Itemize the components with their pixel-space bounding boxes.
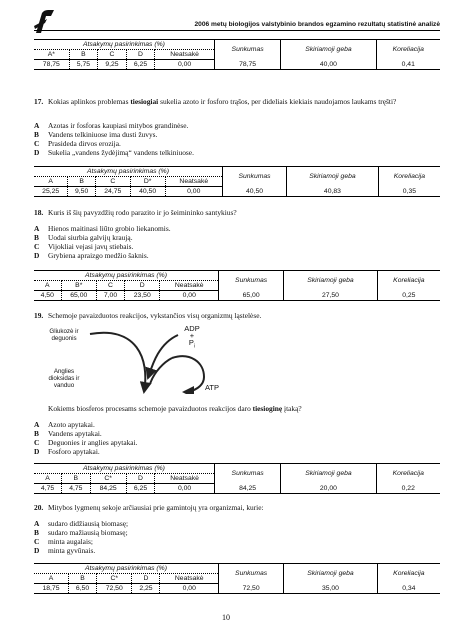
table-cell: 23,50 — [125, 291, 160, 301]
table-cell: 40,50 — [223, 187, 287, 197]
table-cell: 4,75 — [34, 484, 62, 494]
option-a: A sudaro didžiausią biomasę; — [34, 519, 129, 528]
question-number: 19. — [34, 311, 44, 320]
question-18 — [34, 208, 440, 217]
col-letter: A — [34, 574, 68, 584]
table-cell: 78,75 — [214, 60, 280, 70]
table-cell: 9,50 — [68, 187, 96, 197]
col-letter: C — [98, 50, 127, 60]
option-d: D Fosforo apytakai. — [34, 447, 100, 456]
table-cell: 35,00 — [284, 584, 377, 594]
col-letter: A — [34, 281, 61, 291]
table-cell: 0,00 — [160, 291, 219, 301]
table-cell: 40,00 — [281, 60, 376, 70]
question-17 — [34, 97, 440, 106]
logo-icon — [33, 9, 55, 35]
col-letter: C — [97, 281, 125, 291]
col-neatsake: Neatsakė — [155, 50, 215, 60]
table-cell: 24,75 — [95, 187, 130, 197]
col-sunkumas: Sunkumas — [214, 464, 280, 484]
table-cell: 7,00 — [97, 291, 125, 301]
table-cell: 9,25 — [98, 60, 127, 70]
col-sunkumas: Sunkumas — [219, 271, 284, 291]
question-number: 20. — [34, 503, 44, 512]
label-plus: + — [189, 331, 195, 340]
table-caption: Atsakymų pasirinkimas (%) — [34, 564, 219, 574]
label-atp: ATP — [204, 383, 220, 392]
col-sunkumas: Sunkumas — [219, 564, 284, 584]
table-cell: 6,25 — [126, 484, 155, 494]
table-cell: 84,25 — [90, 484, 126, 494]
stats-table-q16 — [34, 39, 440, 70]
label-pi: $P_i$ — [188, 338, 196, 350]
question-text: Kokias aplinkos problemas — [48, 97, 131, 106]
question-text: įtaką? — [282, 404, 302, 413]
col-letter: B — [68, 177, 96, 187]
option-a: A Azotas ir fosforas kaupiasi mitybos grandinėse. — [34, 121, 189, 130]
option-d: D Grybiena apraizgo medžio šaknis. — [34, 251, 149, 260]
col-letter: B* — [61, 281, 96, 291]
option-a: A Azoto apytakai. — [34, 420, 95, 429]
stats-table-q17 — [34, 166, 440, 197]
col-neatsake: Neatsakė — [165, 177, 222, 187]
table-cell: 20,00 — [281, 484, 376, 494]
option-b: B sudaro mažiausią biomasę; — [34, 528, 128, 537]
col-sunkumas: Sunkumas — [214, 40, 280, 60]
option-c: C Prasideda dirvos erozija. — [34, 139, 121, 148]
table-cell: 84,25 — [214, 484, 280, 494]
header-rule — [34, 30, 440, 31]
table-cell: 0,00 — [165, 187, 222, 197]
question-number: 17. — [34, 97, 44, 106]
table-cell: 0,22 — [376, 484, 440, 494]
table-caption: Atsakymų pasirinkimas (%) — [34, 464, 214, 474]
col-letter: D — [126, 50, 155, 60]
col-skiriamoji: Skiriamoji geba — [287, 167, 379, 187]
question-text: Kokiems biosferos procesams schemoje pavaizduotos reakcijos daro — [48, 404, 253, 413]
col-letter: D — [126, 474, 155, 484]
table-cell: 0,00 — [155, 60, 215, 70]
table-cell: 0,35 — [378, 187, 440, 197]
question-text: sukelia azoto ir fosforo trąšos, per dideliais kiekiais naudojamos laukams tręšti? — [158, 97, 397, 106]
table-cell: 72,50 — [219, 584, 284, 594]
stats-table-q18 — [34, 270, 440, 301]
header-title: 2006 metų biologijos valstybinio brandos egzamino rezultatų statistinė analizė — [194, 21, 440, 28]
page-number: 10 — [222, 613, 230, 622]
col-letter: B — [68, 574, 96, 584]
question-number: 18. — [34, 208, 44, 217]
table-cell: 4,75 — [62, 484, 91, 494]
table-caption: Atsakymų pasirinkimas (%) — [34, 271, 219, 281]
stats-table-q19 — [34, 463, 440, 494]
col-letter: C — [95, 177, 130, 187]
table-cell: 18,75 — [34, 584, 68, 594]
table-cell: 65,00 — [219, 291, 284, 301]
option-c: C minta augalais; — [34, 537, 93, 546]
table-cell: 5,75 — [69, 60, 98, 70]
table-caption: Atsakymų pasirinkimas (%) — [34, 167, 223, 177]
option-d: D Sukelia „vandens žydėjimą“ vandens telkiniuose. — [34, 148, 194, 157]
col-koreliacija: Koreliacija — [378, 167, 440, 187]
col-sunkumas: Sunkumas — [223, 167, 287, 187]
col-skiriamoji: Skiriamoji geba — [281, 464, 376, 484]
label-co2: Anglies dioksidas ir vanduo — [48, 368, 80, 389]
question-text: Kuris iš šių pavyzdžių rodo parazito ir jo šeimininko santykius? — [48, 208, 237, 217]
table-cell: 27,50 — [284, 291, 377, 301]
option-b: B Vandens apytakai. — [34, 429, 102, 438]
col-koreliacija: Koreliacija — [376, 464, 440, 484]
question-emphasis: tiesioginę — [252, 404, 283, 413]
col-letter: B — [62, 474, 91, 484]
table-cell: 40,50 — [130, 187, 165, 197]
option-d: D minta gyvūnais. — [34, 546, 96, 555]
col-koreliacija: Koreliacija — [377, 564, 440, 584]
question-20 — [34, 503, 440, 512]
col-letter: A — [34, 177, 68, 187]
reaction-diagram — [44, 322, 244, 394]
question-emphasis: tiesiogiai — [130, 97, 159, 106]
table-cell: 0,34 — [377, 584, 440, 594]
col-letter: D — [125, 281, 160, 291]
option-c: C Vijokliai vejasi javų stiebais. — [34, 242, 134, 251]
col-skiriamoji: Skiriamoji geba — [284, 271, 377, 291]
option-a: A Hienos maitinasi liūto grobio liekanomis. — [34, 224, 171, 233]
table-cell: 4,50 — [34, 291, 61, 301]
col-skiriamoji: Skiriamoji geba — [281, 40, 376, 60]
option-b: B Vandens telkiniuose ima dusti žuvys. — [34, 130, 158, 139]
col-letter: C* — [97, 574, 132, 584]
table-cell: 72,50 — [97, 584, 132, 594]
table-cell: 78,75 — [34, 60, 69, 70]
col-skiriamoji: Skiriamoji geba — [284, 564, 377, 584]
label-glucose: Gliukozė ir deguonis — [49, 328, 79, 342]
col-letter: C* — [90, 474, 126, 484]
table-cell: 6,50 — [68, 584, 96, 594]
col-koreliacija: Koreliacija — [376, 40, 440, 60]
table-cell: 0,41 — [376, 60, 440, 70]
question-19-followup — [34, 404, 440, 413]
col-neatsake: Neatsakė — [160, 574, 219, 584]
question-text: Schemoje pavaizduotos reakcijos, vykstančios visų organizmų ląstelėse. — [48, 311, 262, 320]
table-cell: 25,25 — [34, 187, 68, 197]
col-neatsake: Neatsakė — [155, 474, 215, 484]
table-caption: Atsakymų pasirinkimas (%) — [34, 40, 214, 50]
table-cell: 2,25 — [132, 584, 160, 594]
question-text: Mitybos lygmenų sekoje arčiausiai prie gamintojų yra organizmai, kurie: — [48, 503, 264, 512]
table-cell: 0,00 — [155, 484, 215, 494]
stats-table-q20 — [34, 563, 440, 594]
table-cell: 0,25 — [377, 291, 440, 301]
option-c: C Deguonies ir anglies apytakai. — [34, 438, 138, 447]
col-letter: D* — [130, 177, 165, 187]
table-cell: 6,25 — [126, 60, 155, 70]
col-koreliacija: Koreliacija — [377, 271, 440, 291]
table-cell: 0,00 — [160, 584, 219, 594]
option-b: B Uodai siurbia galvijų kraują. — [34, 233, 133, 242]
col-letter: B — [69, 50, 98, 60]
table-cell: 65,00 — [61, 291, 96, 301]
col-letter: D — [132, 574, 160, 584]
col-letter: A* — [34, 50, 69, 60]
label-adp: ADP — [184, 324, 200, 333]
table-cell: 40,83 — [287, 187, 379, 197]
question-19 — [34, 311, 440, 320]
col-neatsake: Neatsakė — [160, 281, 219, 291]
col-letter: A — [34, 474, 62, 484]
